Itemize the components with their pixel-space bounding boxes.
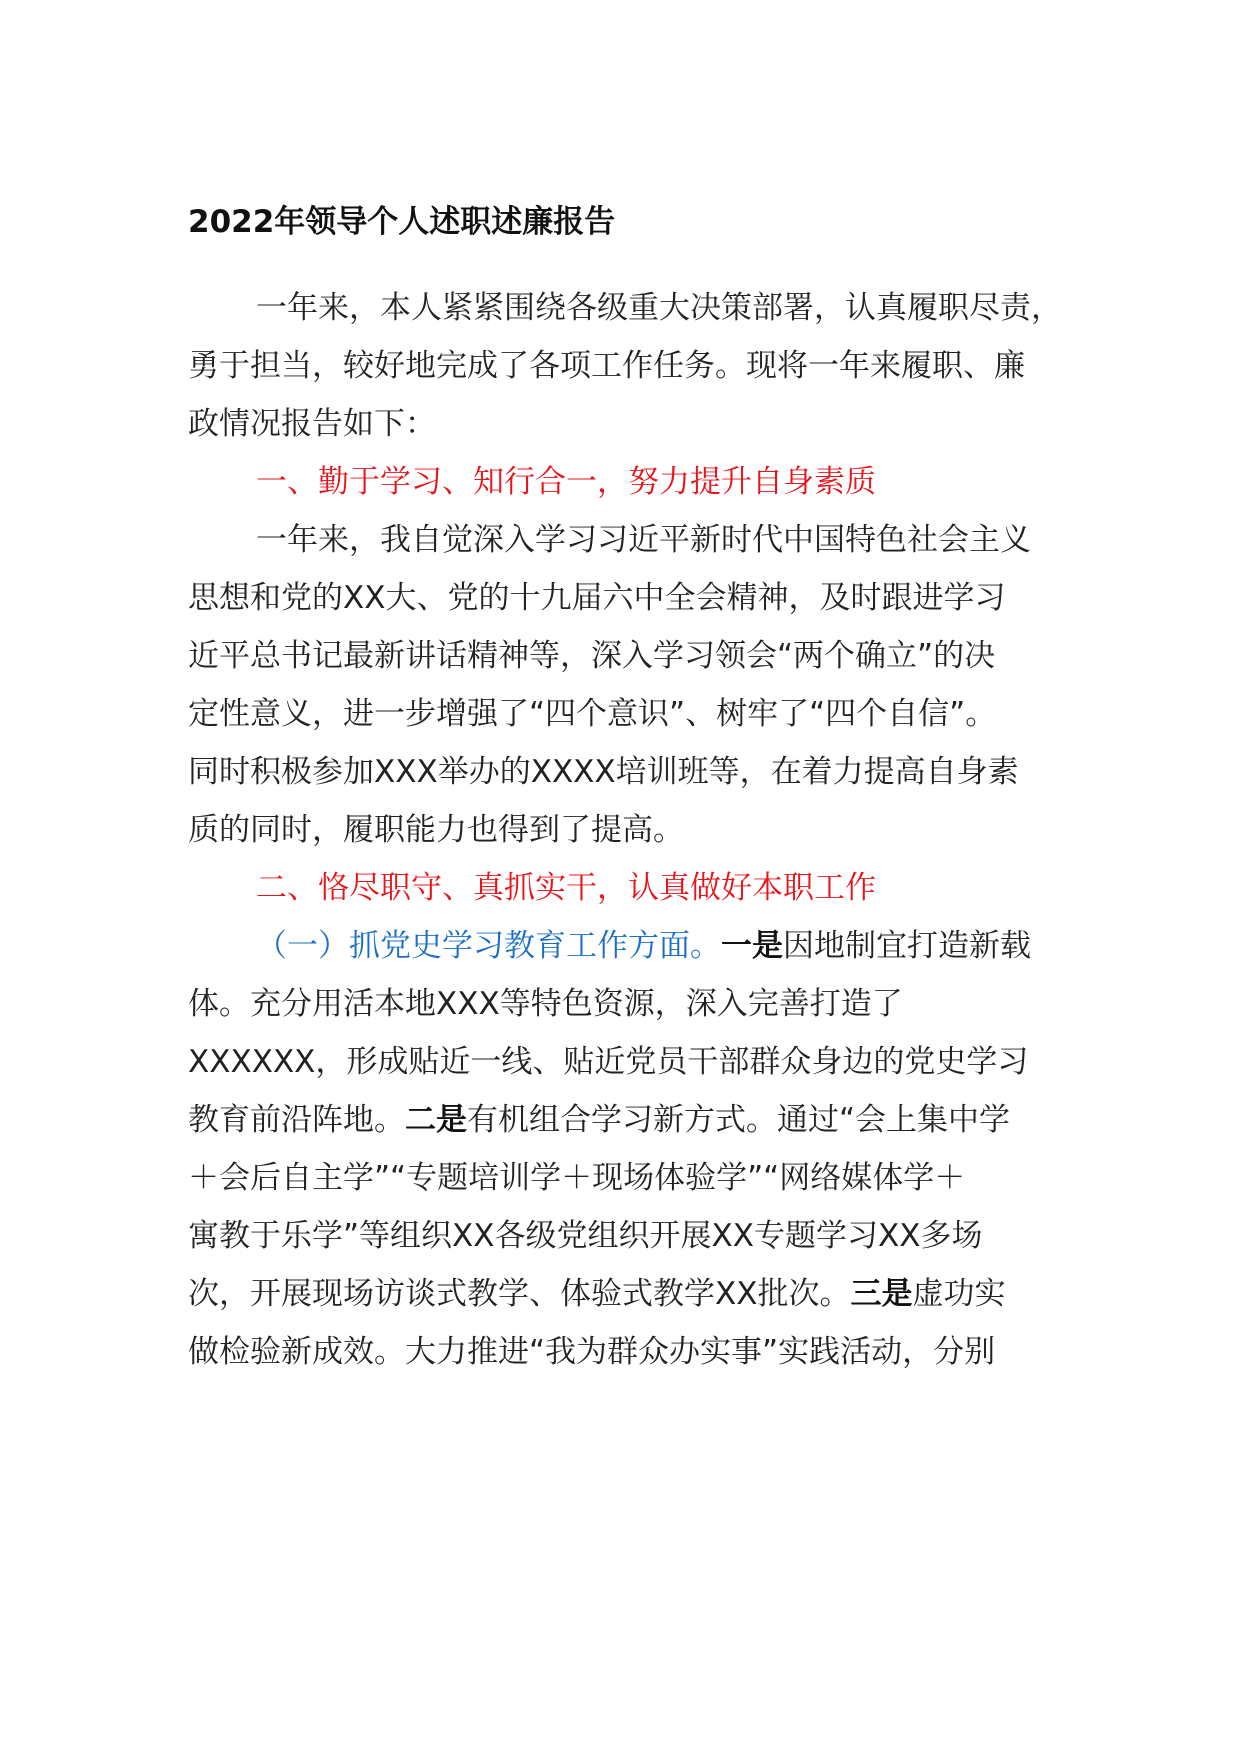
intro-line-3: 政情况报告如下： — [188, 406, 436, 442]
third-marker: 三是 — [850, 1276, 913, 1312]
subsection-1-line-1 — [256, 914, 1031, 978]
section-1-line-2: 思想和党的XX大、党的十九届六中全会精神，及时跟进学习 — [188, 580, 1006, 616]
section-1-line-4: 定性意义，进一步增强了“四个意识”、树牢了“四个自信”。 — [188, 696, 997, 732]
line-7-post: 虚功实 — [912, 1276, 1006, 1312]
section-1-line-3: 近平总书记最新讲话精神等，深入学习领会“两个确立”的决 — [188, 638, 996, 674]
subsection-1-line-5: ＋会后自主学”“专题培训学＋现场体验学”“网络媒体学＋ — [188, 1160, 966, 1196]
subsection-1-line-4 — [188, 1088, 1010, 1152]
subsection-1-heading: （一）抓党史学习教育工作方面。 — [256, 928, 721, 964]
section-1-heading: 一、勤于学习、知行合一，努力提升自身素质 — [256, 464, 876, 500]
second-marker: 二是 — [405, 1102, 467, 1138]
section-1-line-6: 质的同时，履职能力也得到了提高。 — [188, 812, 684, 848]
section-1-line-5: 同时积极参加XXX举办的XXXX培训班等，在着力提高自身素 — [188, 754, 1019, 790]
document-title: 2022年领导个人述职述廉报告 — [188, 204, 616, 240]
section-1-line-1: 一年来，我自觉深入学习习近平新时代中国特色社会主义 — [256, 522, 1031, 558]
subsection-1-line-7 — [188, 1262, 1005, 1326]
first-point-text: 因地制宜打造新载 — [783, 928, 1031, 964]
line-4-post: 有机组合学习新方式。通过“会上集中学 — [467, 1102, 1011, 1138]
subsection-1-line-8: 做检验新成效。大力推进“我为群众办实事”实践活动，分别 — [188, 1334, 996, 1370]
subsection-1-line-6: 寓教于乐学”等组织XX各级党组织开展XX专题学习XX多场 — [188, 1218, 983, 1254]
line-4-pre: 教育前沿阵地。 — [188, 1102, 405, 1138]
intro-line-1: 一年来，本人紧紧围绕各级重大决策部署，认真履职尽责， — [256, 290, 1062, 326]
intro-line-2: 勇于担当，较好地完成了各项工作任务。现将一年来履职、廉 — [188, 348, 1025, 384]
subsection-1-line-3: XXXXXX，形成贴近一线、贴近党员干部群众身边的党史学习 — [188, 1044, 1029, 1080]
subsection-1-line-2: 体。充分用活本地XXX等特色资源，深入完善打造了 — [188, 986, 903, 1022]
line-7-pre: 次，开展现场访谈式教学、体验式教学XX批次。 — [188, 1276, 851, 1312]
section-2-heading: 二、恪尽职守、真抓实干，认真做好本职工作 — [256, 870, 876, 906]
first-marker: 一是 — [721, 928, 783, 964]
